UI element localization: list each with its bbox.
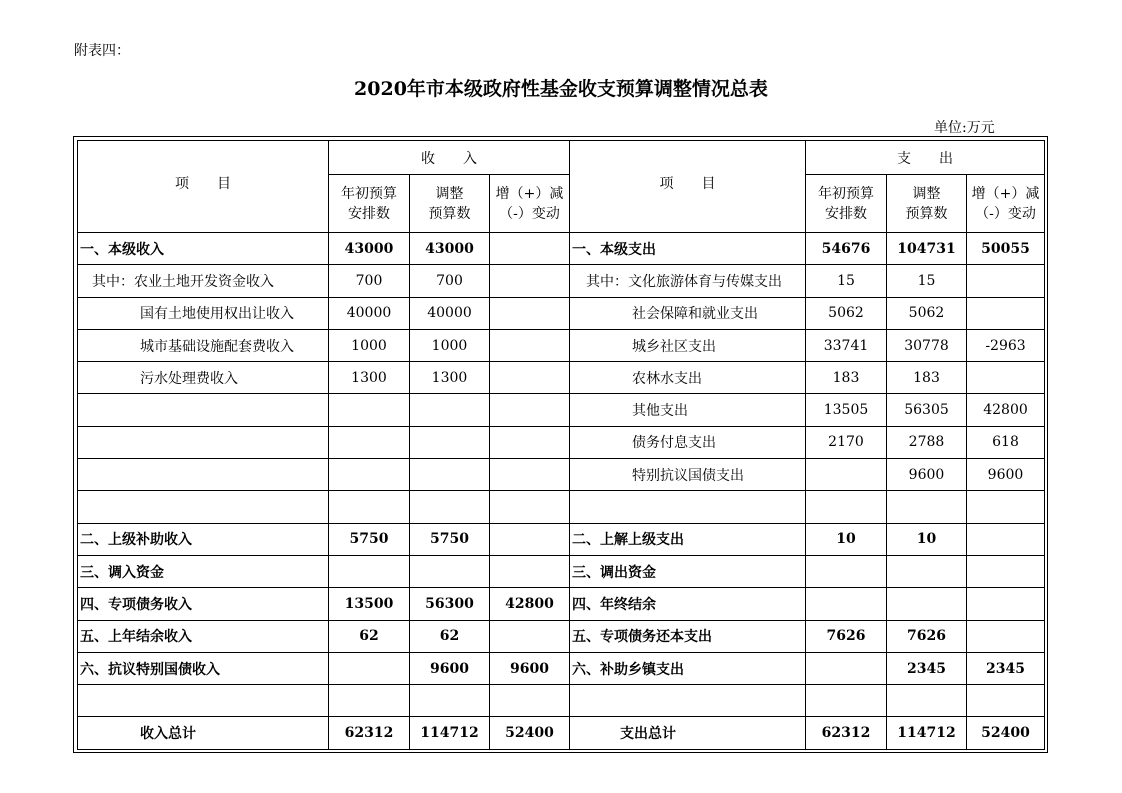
expense-item-cell: 二、上解上级支出 xyxy=(570,523,806,555)
income-change-cell xyxy=(490,555,570,587)
expense-initial-cell: 54676 xyxy=(806,233,887,265)
expense-item-cell: 农林水支出 xyxy=(570,362,806,394)
expense-item-cell xyxy=(570,685,806,717)
expense-initial-cell xyxy=(806,588,887,620)
table-row xyxy=(78,459,1045,491)
table-row xyxy=(78,329,1045,361)
income-adjusted-cell xyxy=(410,491,490,523)
income-adjusted-cell: 1300 xyxy=(410,362,490,394)
expense-item-cell: 一、本级支出 xyxy=(570,233,806,265)
expense-item-cell: 社会保障和就业支出 xyxy=(570,297,806,329)
table-row xyxy=(78,491,1045,523)
income-adjusted-cell: 9600 xyxy=(410,652,490,684)
income-adjusted-header: 调整 预算数 xyxy=(410,175,490,233)
expense-initial-cell: 13505 xyxy=(806,394,887,426)
income-adjusted-cell xyxy=(410,555,490,587)
table-row xyxy=(78,717,1045,749)
expense-initial-cell xyxy=(806,685,887,717)
expense-initial-cell: 7626 xyxy=(806,620,887,652)
budget-table xyxy=(77,140,1045,750)
income-initial-cell: 5750 xyxy=(329,523,410,555)
income-initial-cell xyxy=(329,426,410,458)
income-adjusted-cell: 700 xyxy=(410,265,490,297)
expense-item-cell: 特别抗议国债支出 xyxy=(570,459,806,491)
expense-adjusted-cell: 9600 xyxy=(887,459,967,491)
income-adjusted-cell xyxy=(410,426,490,458)
table-row xyxy=(78,362,1045,394)
income-item-cell: 污水处理费收入 xyxy=(78,362,329,394)
income-initial-cell: 13500 xyxy=(329,588,410,620)
expense-change-cell xyxy=(967,265,1045,297)
table-row xyxy=(78,523,1045,555)
table-row xyxy=(78,297,1045,329)
expense-initial-cell: 62312 xyxy=(806,717,887,749)
expense-adjusted-cell xyxy=(887,555,967,587)
expense-change-cell xyxy=(967,555,1045,587)
expense-adjusted-cell xyxy=(887,588,967,620)
income-initial-cell xyxy=(329,459,410,491)
expense-change-cell: 50055 xyxy=(967,233,1045,265)
expense-change-cell xyxy=(967,491,1045,523)
expense-initial-cell: 183 xyxy=(806,362,887,394)
expense-change-cell: 2345 xyxy=(967,652,1045,684)
income-change-cell xyxy=(490,297,570,329)
income-change-cell: 52400 xyxy=(490,717,570,749)
income-change-cell xyxy=(490,491,570,523)
expense-initial-cell: 33741 xyxy=(806,329,887,361)
income-item-cell xyxy=(78,394,329,426)
expense-item-cell: 其中：文化旅游体育与传媒支出 xyxy=(570,265,806,297)
expense-item-cell: 债务付息支出 xyxy=(570,426,806,458)
income-adjusted-cell: 56300 xyxy=(410,588,490,620)
income-item-cell: 其中：农业土地开发资金收入 xyxy=(78,265,329,297)
income-item-cell: 五、上年结余收入 xyxy=(78,620,329,652)
expense-initial-cell: 10 xyxy=(806,523,887,555)
expense-initial-cell xyxy=(806,555,887,587)
income-initial-cell: 43000 xyxy=(329,233,410,265)
expense-adjusted-cell xyxy=(887,685,967,717)
income-adjusted-cell: 62 xyxy=(410,620,490,652)
expense-adjusted-cell xyxy=(887,491,967,523)
expense-adjusted-cell: 7626 xyxy=(887,620,967,652)
expense-item-cell: 城乡社区支出 xyxy=(570,329,806,361)
expense-item-cell: 五、专项债务还本支出 xyxy=(570,620,806,652)
income-item-cell xyxy=(78,685,329,717)
expense-adjusted-cell: 104731 xyxy=(887,233,967,265)
expense-change-header: 增（+）减 （-）变动 xyxy=(967,175,1045,233)
income-item-header: 项 目 xyxy=(78,141,329,233)
expense-change-cell: 42800 xyxy=(967,394,1045,426)
expense-item-cell: 支出总计 xyxy=(570,717,806,749)
income-item-cell: 一、本级收入 xyxy=(78,233,329,265)
unit-label: 单位:万元 xyxy=(934,120,995,136)
income-change-cell xyxy=(490,233,570,265)
income-item-cell: 二、上级补助收入 xyxy=(78,523,329,555)
income-change-cell xyxy=(490,329,570,361)
income-change-cell: 9600 xyxy=(490,652,570,684)
expense-change-cell xyxy=(967,362,1045,394)
income-change-cell xyxy=(490,685,570,717)
income-initial-cell: 62 xyxy=(329,620,410,652)
expense-adjusted-header: 调整 预算数 xyxy=(887,175,967,233)
income-adjusted-cell: 114712 xyxy=(410,717,490,749)
table-row xyxy=(78,588,1045,620)
income-change-cell xyxy=(490,362,570,394)
expense-change-cell xyxy=(967,588,1045,620)
income-adjusted-cell xyxy=(410,685,490,717)
income-item-cell xyxy=(78,459,329,491)
income-adjusted-cell xyxy=(410,394,490,426)
expense-change-cell xyxy=(967,685,1045,717)
expense-change-cell: 618 xyxy=(967,426,1045,458)
income-change-cell xyxy=(490,620,570,652)
expense-initial-cell xyxy=(806,652,887,684)
income-adjusted-cell xyxy=(410,459,490,491)
expense-initial-cell xyxy=(806,491,887,523)
income-initial-cell: 700 xyxy=(329,265,410,297)
income-initial-cell: 1300 xyxy=(329,362,410,394)
expense-initial-cell xyxy=(806,459,887,491)
expense-adjusted-cell: 5062 xyxy=(887,297,967,329)
expense-item-cell: 六、补助乡镇支出 xyxy=(570,652,806,684)
expense-item-cell xyxy=(570,491,806,523)
table-row xyxy=(78,652,1045,684)
expense-adjusted-cell: 15 xyxy=(887,265,967,297)
income-adjusted-cell: 40000 xyxy=(410,297,490,329)
table-row xyxy=(78,685,1045,717)
expense-initial-cell: 5062 xyxy=(806,297,887,329)
expense-initial-cell: 15 xyxy=(806,265,887,297)
income-item-cell: 收入总计 xyxy=(78,717,329,749)
income-item-cell: 六、抗议特别国债收入 xyxy=(78,652,329,684)
table-row xyxy=(78,555,1045,587)
table-row xyxy=(78,233,1045,265)
income-initial-cell: 1000 xyxy=(329,329,410,361)
income-adjusted-cell: 5750 xyxy=(410,523,490,555)
income-change-cell xyxy=(490,459,570,491)
expense-adjusted-cell: 114712 xyxy=(887,717,967,749)
income-initial-cell xyxy=(329,394,410,426)
expense-change-cell xyxy=(967,620,1045,652)
expense-change-cell: 9600 xyxy=(967,459,1045,491)
expense-item-cell: 三、调出资金 xyxy=(570,555,806,587)
expense-adjusted-cell: 183 xyxy=(887,362,967,394)
income-change-header: 增（+）减 （-）变动 xyxy=(490,175,570,233)
expense-item-header: 项 目 xyxy=(570,141,806,233)
expense-item-cell: 四、年终结余 xyxy=(570,588,806,620)
income-initial-cell xyxy=(329,555,410,587)
table-row xyxy=(78,426,1045,458)
income-item-cell: 城市基础设施配套费收入 xyxy=(78,329,329,361)
income-change-cell xyxy=(490,265,570,297)
income-group-header: 收 入 xyxy=(329,141,570,175)
expense-adjusted-cell: 10 xyxy=(887,523,967,555)
expense-item-cell: 其他支出 xyxy=(570,394,806,426)
income-initial-cell xyxy=(329,491,410,523)
income-change-cell xyxy=(490,394,570,426)
page-title: 2020年市本级政府性基金收支预算调整情况总表 xyxy=(354,78,768,100)
income-adjusted-cell: 43000 xyxy=(410,233,490,265)
income-item-cell: 三、调入资金 xyxy=(78,555,329,587)
income-adjusted-cell: 1000 xyxy=(410,329,490,361)
income-change-cell: 42800 xyxy=(490,588,570,620)
expense-change-cell: -2963 xyxy=(967,329,1045,361)
income-initial-header: 年初预算 安排数 xyxy=(329,175,410,233)
expense-change-cell xyxy=(967,523,1045,555)
table-row xyxy=(78,620,1045,652)
attachment-label: 附表四： xyxy=(74,43,130,59)
income-initial-cell: 62312 xyxy=(329,717,410,749)
table-row xyxy=(78,394,1045,426)
income-item-cell: 四、专项债务收入 xyxy=(78,588,329,620)
income-change-cell xyxy=(490,426,570,458)
expense-adjusted-cell: 30778 xyxy=(887,329,967,361)
income-initial-cell xyxy=(329,652,410,684)
expense-adjusted-cell: 2345 xyxy=(887,652,967,684)
income-item-cell xyxy=(78,426,329,458)
income-initial-cell: 40000 xyxy=(329,297,410,329)
income-initial-cell xyxy=(329,685,410,717)
table-row xyxy=(78,265,1045,297)
income-item-cell: 国有土地使用权出让收入 xyxy=(78,297,329,329)
expense-change-cell xyxy=(967,297,1045,329)
income-item-cell xyxy=(78,491,329,523)
expense-initial-header: 年初预算 安排数 xyxy=(806,175,887,233)
expense-adjusted-cell: 56305 xyxy=(887,394,967,426)
expense-change-cell: 52400 xyxy=(967,717,1045,749)
income-change-cell xyxy=(490,523,570,555)
expense-initial-cell: 2170 xyxy=(806,426,887,458)
expense-group-header: 支 出 xyxy=(806,141,1045,175)
expense-adjusted-cell: 2788 xyxy=(887,426,967,458)
